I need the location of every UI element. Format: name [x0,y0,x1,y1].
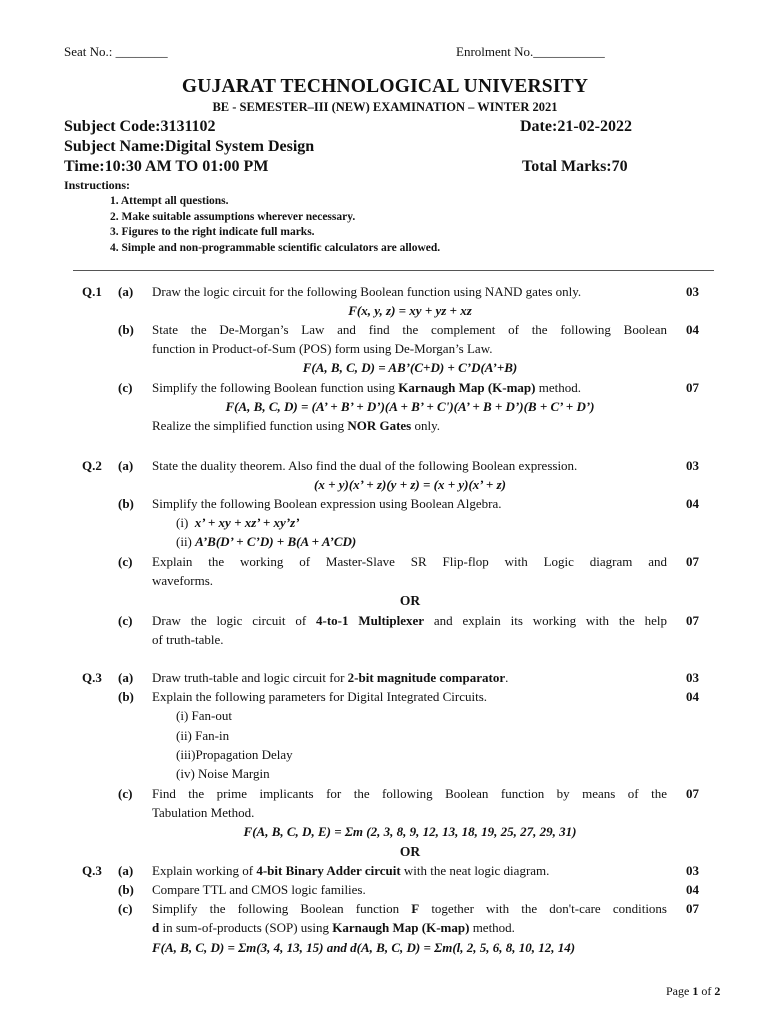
subject-code: Subject Code:3131102 [64,118,216,135]
question-text: of truth-table. [152,632,224,647]
part-label: (a) [118,863,134,878]
marks: 03 [686,284,699,299]
part-label: (c) [118,380,133,395]
marks: 03 [686,458,699,473]
instruction-item: 4. Simple and non-programmable scientific calculators are allowed. [110,241,441,254]
total-marks: Total Marks:70 [522,158,628,175]
sub-item: (iii)Propagation Delay [176,747,293,762]
sub-item: (iv) Noise Margin [176,766,270,781]
question-text: Explain working of 4-bit Binary Adder circuit with the neat logic diagram. [152,863,550,878]
university-title: GUJARAT TECHNOLOGICAL UNIVERSITY [181,76,589,97]
instructions-list [110,194,440,256]
sub-item: (ii) Fan-in [176,728,230,743]
sub-item: (ii) A’B(D’ + C’D) + B(A + A’CD) [176,534,357,549]
boolean-equation: F(A, B, C, D, E) = Σm (2, 3, 8, 9, 12, 13, 18, 19, 25, 27, 29, 31) [243,824,577,839]
question-text: Simplify the following Boolean function F together with the don't-care conditions [152,901,667,916]
part-label: (a) [118,458,134,473]
question-text: function in Product-of-Sum (POS) form using De-Morgan’s Law. [152,341,493,356]
question-text: Compare TTL and CMOS logic families. [152,882,366,897]
seat-number-label: Seat No.: ________ [64,44,168,59]
sub-item: (i) x’ + xy + xz’ + xy’z’ [176,515,300,530]
instruction-item: 1. Attempt all questions. [110,195,229,207]
part-label: (c) [118,554,133,569]
question-text: Simplify the following Boolean expression using Boolean Algebra. [152,496,502,511]
question-text: State the duality theorem. Also find the dual of the following Boolean expression. [152,458,578,473]
part-label: (c) [118,901,133,916]
marks: 07 [686,901,699,916]
boolean-equation: (x + y)(x’ + z)(y + z) = (x + y)(x’ + z) [314,477,506,492]
instructions-title: Instructions: [64,178,131,192]
exam-date: Date:21-02-2022 [520,118,632,135]
question-text: State the De-Morgan’s Law and find the complement of the following Boolean [152,322,667,337]
question-text: Tabulation Method. [152,805,255,820]
page-number: Page 1 of 2 [666,984,721,998]
question-number: Q.3 [82,670,102,685]
question-text: Explain the working of Master-Slave SR Flip-flop with Logic diagram and [152,554,667,569]
marks: 04 [686,322,699,337]
exam-time: Time:10:30 AM TO 01:00 PM [64,158,269,175]
part-label: (b) [118,322,134,337]
boolean-equation: F(A, B, C, D) = AB’(C+D) + C’D(A’+B) [302,360,518,375]
header-divider [73,270,714,271]
question-number: Q.2 [82,458,102,473]
marks: 07 [686,786,699,801]
marks: 04 [686,882,699,897]
instruction-item: 3. Figures to the right indicate full marks. [110,226,315,238]
instruction-item: 2. Make suitable assumptions wherever necessary. [110,210,356,223]
part-label: (a) [118,284,134,299]
question-text: waveforms. [152,573,214,588]
boolean-equation: F(A, B, C, D) = (A’ + B’ + D’)(A + B’ + C')(A’ + B + D’)(B + C’ + D’) [225,399,595,414]
marks: 04 [686,689,699,704]
question-text: Simplify the following Boolean function using Karnaugh Map (K-map) method. [152,380,581,395]
part-label: (b) [118,882,134,897]
question-number: Q.3 [82,863,102,878]
question-text: Draw the logic circuit of 4-to-1 Multiplexer and explain its working with the help [152,613,667,628]
boolean-equation: F(x, y, z) = xy + yz + xz [348,303,472,318]
question-text: Draw truth-table and logic circuit for 2-bit magnitude comparator. [152,670,509,685]
marks: 07 [686,554,699,569]
question-text: Draw the logic circuit for the following Boolean function using NAND gates only. [152,284,582,299]
part-label: (c) [118,786,133,801]
marks: 04 [686,496,699,511]
marks: 03 [686,863,699,878]
question-text: d in sum-of-products (SOP) using Karnaugh Map (K-map) method. [152,920,515,935]
enrolment-number-label: Enrolment No.___________ [456,44,605,59]
marks: 07 [686,613,699,628]
marks: 07 [686,380,699,395]
question-text: Explain the following parameters for Digital Integrated Circuits. [152,689,488,704]
question-number: Q.1 [82,284,102,299]
question-text: Find the prime implicants for the following Boolean function by means of the [152,786,667,801]
or-separator: OR [399,844,421,859]
part-label: (b) [118,689,134,704]
part-label: (a) [118,670,134,685]
boolean-equation: F(A, B, C, D) = Σm(3, 4, 13, 15) and d(A, B, C, D) = Σm(l, 2, 5, 6, 8, 10, 12, 14) [152,940,576,955]
marks: 03 [686,670,699,685]
subject-name: Subject Name:Digital System Design [64,138,315,155]
question-text: Realize the simplified function using NOR Gates only. [152,418,441,433]
or-separator: OR [399,593,421,608]
exam-title: BE - SEMESTER–III (NEW) EXAMINATION – WINTER 2021 [212,100,558,114]
sub-item: (i) Fan-out [176,708,232,723]
part-label: (b) [118,496,134,511]
part-label: (c) [118,613,133,628]
